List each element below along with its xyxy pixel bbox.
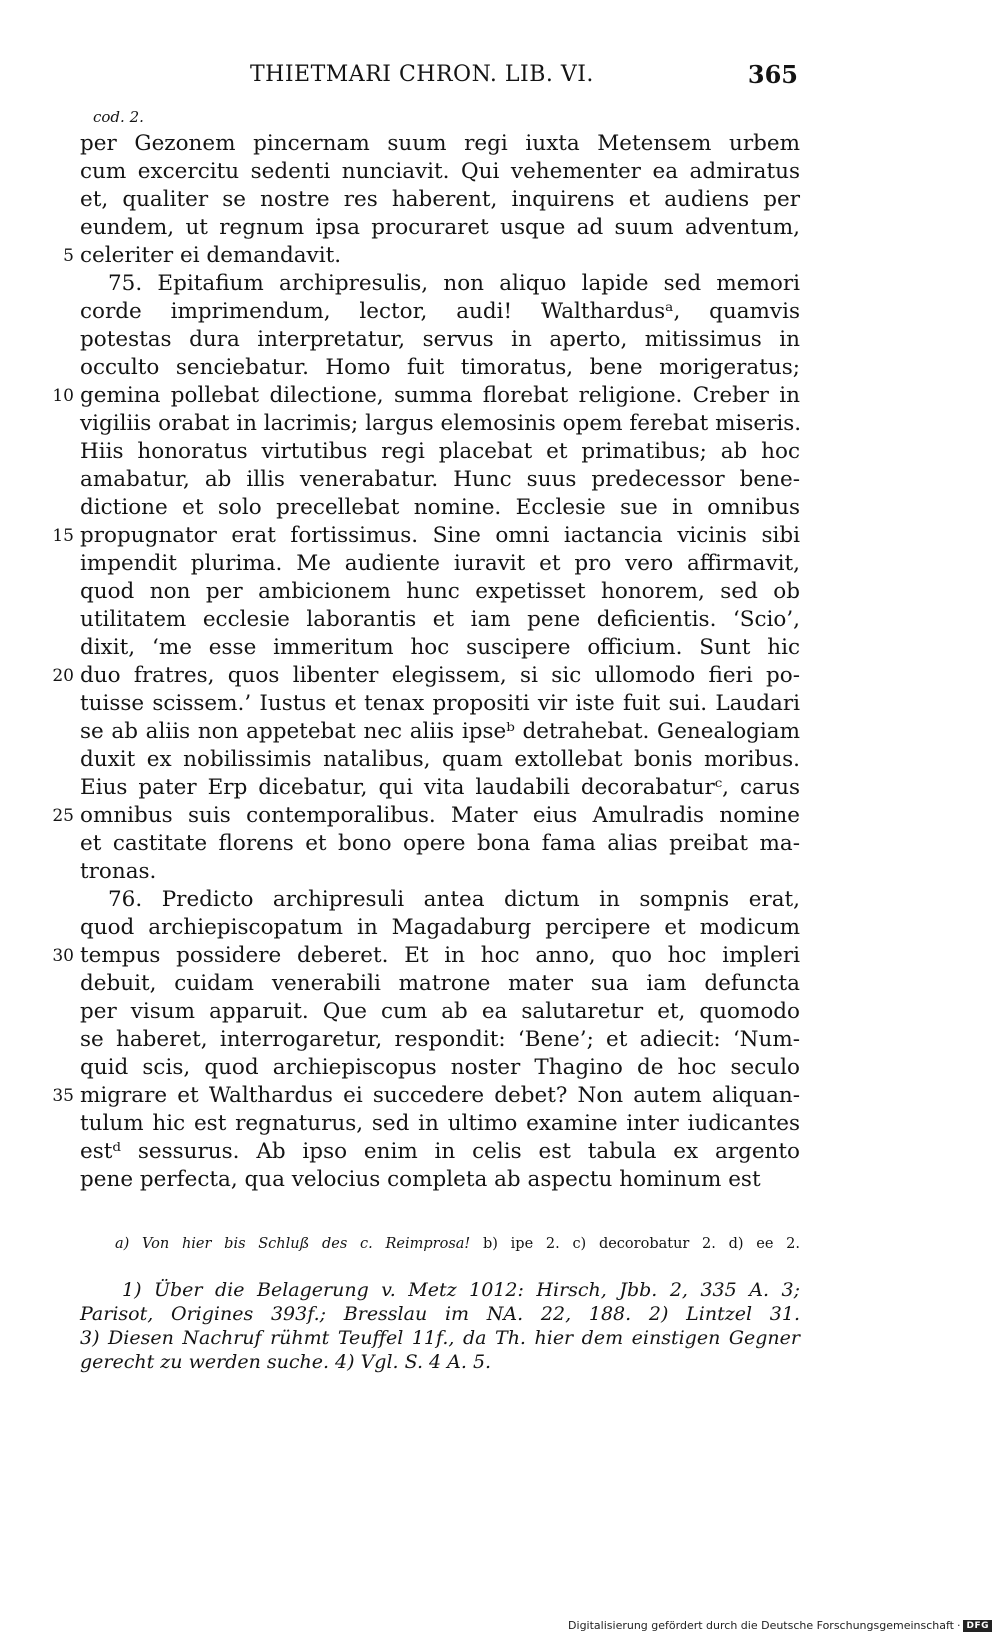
line-text: se ab aliis non appetebat nec aliis ipseᵇ detrahebat. Genealogiam	[80, 719, 800, 744]
footnotes	[80, 1278, 800, 1374]
line-text: estᵈ sessurus. Ab ipso enim in celis est tabula ex argento	[80, 1139, 800, 1164]
text-line	[80, 410, 800, 438]
digitization-credit	[568, 1619, 992, 1632]
text-line	[80, 914, 800, 942]
text-line	[52, 382, 800, 410]
text-line	[80, 186, 800, 214]
text-line	[80, 886, 800, 914]
line-text: 76. Predicto archipresuli antea dictum in sompnis erat,	[108, 887, 800, 912]
line-text: per Gezonem pincernam suum regi iuxta Metensem urbem	[80, 131, 800, 156]
apparatus-note-d: d) ee 2.	[728, 1236, 801, 1252]
footnote-line: Parisot, Origines 393f.; Bresslau im NA. 22, 188. 2) Lintzel 31.	[80, 1303, 800, 1325]
text-line	[80, 298, 800, 326]
line-text: vigiliis orabat in lacrimis; largus elemosinis opem ferebat miseris.	[80, 411, 802, 436]
line-text: cum excercitu sedenti nunciavit. Qui vehementer ea admiratus	[80, 159, 800, 184]
text-line	[80, 130, 800, 158]
text-line	[80, 1166, 800, 1194]
line-number: 30	[52, 946, 74, 966]
text-line	[80, 1110, 800, 1138]
apparatus-note-a: a) Von hier bis Schluß des c. Reimprosa!	[115, 1236, 471, 1252]
line-text: dixit, ‘me esse immeritum hoc suscipere officium. Sunt hic	[80, 635, 800, 660]
line-text: gemina pollebat dilectione, summa florebat religione. Creber in	[80, 383, 800, 408]
text-line	[80, 774, 800, 802]
text-line	[80, 158, 800, 186]
line-number: 15	[52, 526, 74, 546]
line-text: quod non per ambicionem hunc expetisset honorem, sed ob	[80, 579, 800, 604]
line-text: duxit ex nobilissimis natalibus, quam extollebat bonis moribus.	[80, 747, 800, 772]
line-number: 25	[52, 806, 74, 826]
line-text: Hiis honoratus virtutibus regi placebat et primatibus; ab hoc	[80, 439, 800, 464]
line-text: propugnator erat fortissimus. Sine omni iactancia vicinis sibi	[80, 523, 800, 548]
dfg-logo: DFG	[963, 1620, 992, 1632]
line-text: et, qualiter se nostre res haberent, inquirens et audiens per	[80, 187, 800, 212]
line-number: 5	[63, 246, 74, 266]
text-line	[80, 354, 800, 382]
line-text: omnibus suis contemporalibus. Mater eius Amulradis nomine	[80, 803, 800, 828]
text-line	[80, 550, 800, 578]
line-text: utilitatem ecclesie laborantis et iam pene deficientis. ‘Scio’,	[80, 607, 800, 632]
line-text: quod archiepiscopatum in Magadaburg percipere et modicum	[80, 915, 800, 940]
text-line	[80, 970, 800, 998]
text-line	[80, 494, 800, 522]
text-line	[80, 830, 800, 858]
text-line	[80, 270, 800, 298]
line-text: dictione et solo precellebat nomine. Ecclesie sue in omnibus	[80, 495, 800, 520]
critical-apparatus	[115, 1236, 800, 1252]
line-text: eundem, ut regnum ipsa procuraret usque ad suum adventum,	[80, 215, 800, 240]
line-text: se haberet, interrogaretur, respondit: ‘Bene’; et adiecit: ‘Num-	[80, 1027, 800, 1052]
line-text: potestas dura interpretatur, servus in aperto, mitissimus in	[80, 327, 800, 352]
text-line	[52, 662, 800, 690]
text-line	[80, 746, 800, 774]
line-text: Eius pater Erp dicebatur, qui vita laudabili decorabaturᶜ, carus	[80, 775, 800, 800]
text-line	[52, 1082, 800, 1110]
text-line	[80, 438, 800, 466]
line-text: tronas.	[80, 859, 157, 884]
dot-separator: ·	[956, 1619, 961, 1632]
line-text: migrare et Walthardus ei succedere debet? Non autem aliquan-	[80, 1083, 800, 1108]
footnote-line: 3) Diesen Nachruf rühmt Teuffel 11f., da Th. hier dem einstigen Gegner	[80, 1327, 800, 1349]
line-text: tempus possidere deberet. Et in hoc anno, quo hoc impleri	[80, 943, 800, 968]
text-line	[80, 606, 800, 634]
codex-reference: cod. 2.	[93, 108, 144, 126]
text-line	[52, 802, 800, 830]
line-text: per visum apparuit. Que cum ab ea salutaretur et, quomodo	[80, 999, 800, 1024]
line-text: tulum hic est regnaturus, sed in ultimo examine inter iudicantes	[80, 1111, 800, 1136]
text-line	[80, 578, 800, 606]
line-text: pene perfecta, qua velocius completa ab aspectu hominum est	[80, 1167, 761, 1192]
apparatus-note-c: c) decorobatur 2.	[572, 1236, 716, 1252]
digitization-note: Digitalisierung gefördert durch die Deutsche Forschungsgemeinschaft	[568, 1619, 954, 1632]
text-line	[80, 214, 800, 242]
line-text: 75. Epitafium archipresulis, non aliquo lapide sed memori	[108, 271, 800, 296]
line-text: corde imprimendum, lector, audi! Walthardusᵃ, quamvis	[80, 299, 800, 324]
line-text: debuit, cuidam venerabili matrone mater sua iam defuncta	[80, 971, 800, 996]
text-line	[80, 466, 800, 494]
line-text: celeriter ei demandavit.	[80, 243, 342, 268]
line-text: quid scis, quod archiepiscopus noster Thagino de hoc seculo	[80, 1055, 800, 1080]
line-text: tuisse scissem.’ Iustus et tenax propositi vir iste fuit sui. Laudari	[80, 691, 800, 716]
text-line	[80, 1054, 800, 1082]
text-line	[80, 1138, 800, 1166]
running-header	[250, 62, 798, 94]
line-number: 20	[52, 666, 74, 686]
text-line	[80, 326, 800, 354]
footnote-line: gerecht zu werden suche. 4) Vgl. S. 4 A. 5.	[80, 1351, 492, 1373]
text-line	[63, 242, 800, 270]
text-line	[52, 942, 800, 970]
text-line	[80, 858, 800, 886]
apparatus-note-b: b) ipe 2.	[482, 1236, 560, 1252]
line-number: 35	[52, 1086, 74, 1106]
text-line	[80, 634, 800, 662]
line-number: 10	[52, 386, 74, 406]
line-text: occulto senciebatur. Homo fuit timoratus, bene morigeratus;	[80, 355, 800, 380]
running-title: THIETMARI CHRON. LIB. VI.	[250, 62, 594, 87]
main-text-block	[52, 130, 802, 1194]
text-line	[80, 690, 800, 718]
line-text: duo fratres, quos libenter elegissem, si sic ullomodo fieri po-	[80, 663, 800, 688]
footnote-line: 1) Über die Belagerung v. Metz 1012: Hirsch, Jbb. 2, 335 A. 3;	[122, 1279, 800, 1301]
page-number: 365	[747, 60, 798, 89]
text-line	[80, 1026, 800, 1054]
line-text: et castitate florens et bono opere bona fama alias preibat ma-	[80, 831, 800, 856]
text-line	[52, 522, 800, 550]
line-text: amabatur, ab illis venerabatur. Hunc suus predecessor bene-	[80, 467, 800, 492]
text-line	[80, 718, 800, 746]
line-text: impendit plurima. Me audiente iuravit et pro vero affirmavit,	[80, 551, 800, 576]
text-line	[80, 998, 800, 1026]
